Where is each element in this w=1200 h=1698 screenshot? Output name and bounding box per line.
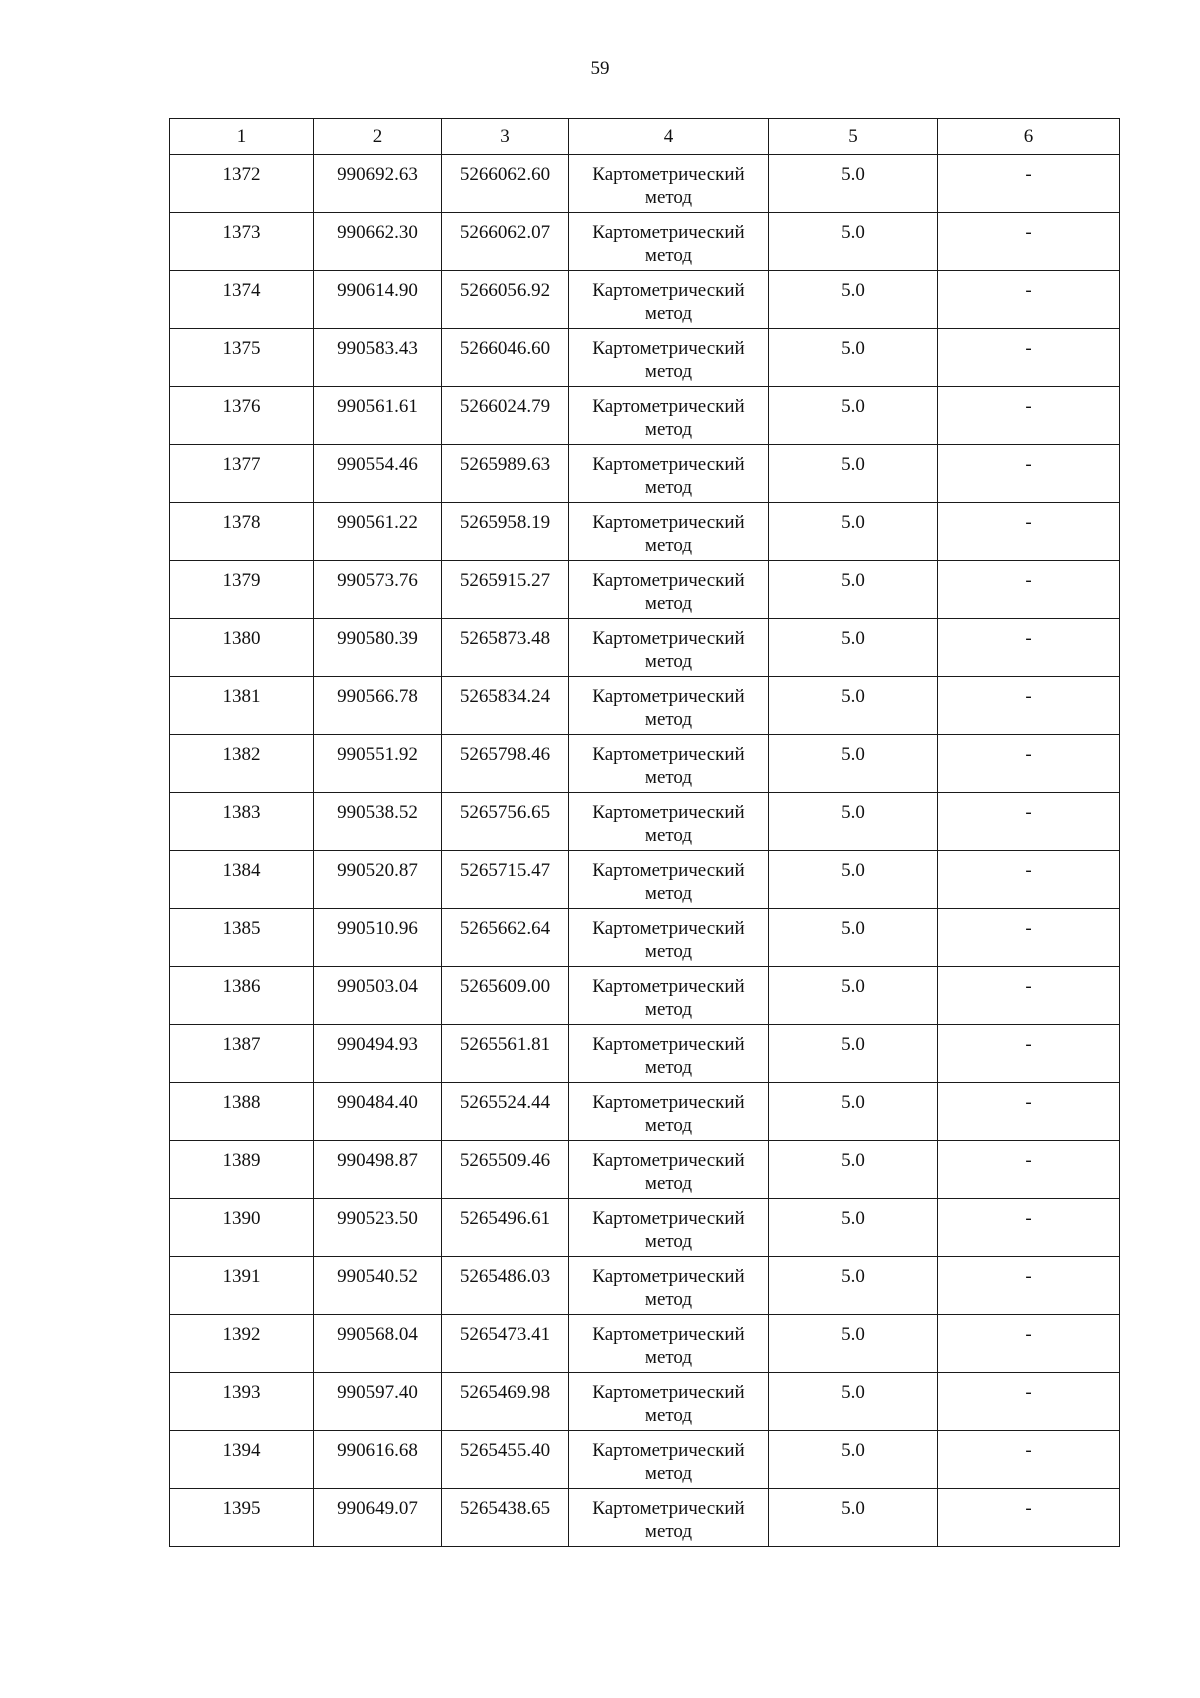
note-cell: - [938,735,1120,793]
x-coordinate-cell: 990551.92 [314,735,442,793]
method-line-2: метод [644,883,693,904]
accuracy-cell: 5.0 [769,677,938,735]
x-coordinate-cell: 990597.40 [314,1373,442,1431]
table-row [170,503,1120,561]
table-row [170,387,1120,445]
accuracy-cell: 5.0 [769,909,938,967]
method-line-1: Картометрический [592,1382,745,1403]
point-number-cell: 1385 [170,909,314,967]
x-coordinate-cell: 990538.52 [314,793,442,851]
method-line-2: метод [644,1405,693,1426]
method-cell [569,155,769,213]
accuracy-cell: 5.0 [769,155,938,213]
accuracy-cell: 5.0 [769,735,938,793]
note-cell: - [938,1489,1120,1547]
x-coordinate-cell: 990554.46 [314,445,442,503]
method-line-2: метод [644,187,693,208]
note-cell: - [938,909,1120,967]
accuracy-cell: 5.0 [769,387,938,445]
method-cell [569,387,769,445]
y-coordinate-cell: 5265915.27 [442,561,569,619]
method-line-2: метод [644,767,693,788]
method-cell [569,1083,769,1141]
accuracy-cell: 5.0 [769,1025,938,1083]
table-row [170,1431,1120,1489]
method-line-1: Картометрический [592,280,745,301]
table-row [170,735,1120,793]
table-row [170,677,1120,735]
note-cell: - [938,329,1120,387]
point-number-cell: 1381 [170,677,314,735]
x-coordinate-cell: 990568.04 [314,1315,442,1373]
accuracy-cell: 5.0 [769,793,938,851]
table-row [170,793,1120,851]
accuracy-cell: 5.0 [769,503,938,561]
point-number-cell: 1394 [170,1431,314,1489]
y-coordinate-cell: 5266024.79 [442,387,569,445]
method-cell [569,619,769,677]
note-cell: - [938,793,1120,851]
method-line-1: Картометрический [592,860,745,881]
table-row [170,1199,1120,1257]
method-line-1: Картометрический [592,628,745,649]
method-cell [569,677,769,735]
x-coordinate-cell: 990583.43 [314,329,442,387]
accuracy-cell: 5.0 [769,445,938,503]
method-cell [569,1141,769,1199]
point-number-cell: 1383 [170,793,314,851]
method-cell [569,909,769,967]
note-cell: - [938,271,1120,329]
table-row [170,155,1120,213]
point-number-cell: 1391 [170,1257,314,1315]
point-number-cell: 1395 [170,1489,314,1547]
y-coordinate-cell: 5266062.60 [442,155,569,213]
x-coordinate-cell: 990616.68 [314,1431,442,1489]
note-cell: - [938,387,1120,445]
x-coordinate-cell: 990523.50 [314,1199,442,1257]
method-cell [569,271,769,329]
y-coordinate-cell: 5265756.65 [442,793,569,851]
x-coordinate-cell: 990498.87 [314,1141,442,1199]
method-line-2: метод [644,535,693,556]
method-line-1: Картометрический [592,512,745,533]
point-number-cell: 1388 [170,1083,314,1141]
accuracy-cell: 5.0 [769,1257,938,1315]
y-coordinate-cell: 5266056.92 [442,271,569,329]
header-cell-5: 5 [769,119,938,155]
method-line-2: метод [644,1463,693,1484]
y-coordinate-cell: 5265609.00 [442,967,569,1025]
table-row [170,1315,1120,1373]
table-row [170,1025,1120,1083]
accuracy-cell: 5.0 [769,851,938,909]
note-cell: - [938,155,1120,213]
method-cell [569,967,769,1025]
method-line-2: метод [644,709,693,730]
point-number-cell: 1392 [170,1315,314,1373]
header-cell-3: 3 [442,119,569,155]
y-coordinate-cell: 5265455.40 [442,1431,569,1489]
method-line-1: Картометрический [592,1324,745,1345]
method-line-2: метод [644,303,693,324]
method-line-1: Картометрический [592,686,745,707]
accuracy-cell: 5.0 [769,1489,938,1547]
y-coordinate-cell: 5265561.81 [442,1025,569,1083]
method-line-2: метод [644,477,693,498]
accuracy-cell: 5.0 [769,967,938,1025]
accuracy-cell: 5.0 [769,1083,938,1141]
y-coordinate-cell: 5265524.44 [442,1083,569,1141]
point-number-cell: 1377 [170,445,314,503]
header-row [170,119,1120,155]
method-line-1: Картометрический [592,570,745,591]
note-cell: - [938,213,1120,271]
method-line-2: метод [644,1115,693,1136]
coordinates-table [169,118,1120,1547]
x-coordinate-cell: 990540.52 [314,1257,442,1315]
table-row [170,445,1120,503]
method-cell [569,1025,769,1083]
accuracy-cell: 5.0 [769,271,938,329]
method-line-2: метод [644,651,693,672]
method-line-1: Картометрический [592,1150,745,1171]
header-cell-4: 4 [569,119,769,155]
table-row [170,213,1120,271]
table-row [170,851,1120,909]
x-coordinate-cell: 990614.90 [314,271,442,329]
x-coordinate-cell: 990561.22 [314,503,442,561]
method-line-2: метод [644,1231,693,1252]
note-cell: - [938,967,1120,1025]
method-line-1: Картометрический [592,1092,745,1113]
x-coordinate-cell: 990692.63 [314,155,442,213]
note-cell: - [938,1083,1120,1141]
method-line-1: Картометрический [592,222,745,243]
note-cell: - [938,503,1120,561]
page-number: 59 [590,58,610,79]
header-cell-1: 1 [170,119,314,155]
table-row [170,1489,1120,1547]
y-coordinate-cell: 5265486.03 [442,1257,569,1315]
method-cell [569,793,769,851]
note-cell: - [938,619,1120,677]
accuracy-cell: 5.0 [769,329,938,387]
method-cell [569,1431,769,1489]
accuracy-cell: 5.0 [769,561,938,619]
accuracy-cell: 5.0 [769,619,938,677]
method-line-1: Картометрический [592,1208,745,1229]
method-cell [569,1373,769,1431]
method-line-2: метод [644,999,693,1020]
note-cell: - [938,1257,1120,1315]
x-coordinate-cell: 990561.61 [314,387,442,445]
y-coordinate-cell: 5265662.64 [442,909,569,967]
point-number-cell: 1380 [170,619,314,677]
note-cell: - [938,851,1120,909]
table-row [170,619,1120,677]
x-coordinate-cell: 990649.07 [314,1489,442,1547]
method-line-1: Картометрический [592,976,745,997]
method-line-2: метод [644,1347,693,1368]
y-coordinate-cell: 5265496.61 [442,1199,569,1257]
note-cell: - [938,1431,1120,1489]
point-number-cell: 1387 [170,1025,314,1083]
method-line-1: Картометрический [592,918,745,939]
table-row [170,561,1120,619]
method-cell [569,1315,769,1373]
method-line-1: Картометрический [592,1440,745,1461]
accuracy-cell: 5.0 [769,1431,938,1489]
method-line-1: Картометрический [592,1498,745,1519]
point-number-cell: 1375 [170,329,314,387]
y-coordinate-cell: 5266046.60 [442,329,569,387]
x-coordinate-cell: 990494.93 [314,1025,442,1083]
x-coordinate-cell: 990510.96 [314,909,442,967]
method-line-2: метод [644,593,693,614]
method-cell [569,561,769,619]
y-coordinate-cell: 5266062.07 [442,213,569,271]
point-number-cell: 1390 [170,1199,314,1257]
method-cell [569,1489,769,1547]
accuracy-cell: 5.0 [769,1199,938,1257]
point-number-cell: 1393 [170,1373,314,1431]
accuracy-cell: 5.0 [769,213,938,271]
header-cell-2: 2 [314,119,442,155]
accuracy-cell: 5.0 [769,1315,938,1373]
table-header [170,119,1120,155]
method-line-2: метод [644,825,693,846]
x-coordinate-cell: 990503.04 [314,967,442,1025]
x-coordinate-cell: 990566.78 [314,677,442,735]
method-cell [569,1257,769,1315]
method-line-1: Картометрический [592,454,745,475]
point-number-cell: 1382 [170,735,314,793]
note-cell: - [938,1025,1120,1083]
method-cell [569,851,769,909]
accuracy-cell: 5.0 [769,1141,938,1199]
table-row [170,1141,1120,1199]
method-line-1: Картометрический [592,1266,745,1287]
method-line-2: метод [644,1289,693,1310]
method-cell [569,329,769,387]
point-number-cell: 1378 [170,503,314,561]
table-row [170,1257,1120,1315]
point-number-cell: 1373 [170,213,314,271]
table-row [170,967,1120,1025]
y-coordinate-cell: 5265798.46 [442,735,569,793]
method-line-1: Картометрический [592,744,745,765]
point-number-cell: 1374 [170,271,314,329]
x-coordinate-cell: 990520.87 [314,851,442,909]
method-line-1: Картометрический [592,802,745,823]
note-cell: - [938,445,1120,503]
method-line-1: Картометрический [592,396,745,417]
method-line-2: метод [644,1521,693,1542]
y-coordinate-cell: 5265834.24 [442,677,569,735]
y-coordinate-cell: 5265958.19 [442,503,569,561]
table-row [170,271,1120,329]
method-line-1: Картометрический [592,338,745,359]
y-coordinate-cell: 5265469.98 [442,1373,569,1431]
point-number-cell: 1372 [170,155,314,213]
point-number-cell: 1386 [170,967,314,1025]
note-cell: - [938,1199,1120,1257]
note-cell: - [938,561,1120,619]
x-coordinate-cell: 990580.39 [314,619,442,677]
y-coordinate-cell: 5265509.46 [442,1141,569,1199]
note-cell: - [938,1315,1120,1373]
method-line-2: метод [644,1173,693,1194]
x-coordinate-cell: 990484.40 [314,1083,442,1141]
method-cell [569,735,769,793]
y-coordinate-cell: 5265438.65 [442,1489,569,1547]
table-row [170,1083,1120,1141]
x-coordinate-cell: 990662.30 [314,213,442,271]
y-coordinate-cell: 5265873.48 [442,619,569,677]
note-cell: - [938,1373,1120,1431]
table-row [170,329,1120,387]
y-coordinate-cell: 5265989.63 [442,445,569,503]
method-line-2: метод [644,419,693,440]
note-cell: - [938,1141,1120,1199]
method-cell [569,1199,769,1257]
y-coordinate-cell: 5265715.47 [442,851,569,909]
point-number-cell: 1389 [170,1141,314,1199]
point-number-cell: 1379 [170,561,314,619]
table-row [170,909,1120,967]
method-line-2: метод [644,941,693,962]
method-cell [569,445,769,503]
method-line-1: Картометрический [592,1034,745,1055]
table-body [170,155,1120,1547]
method-line-2: метод [644,1057,693,1078]
method-line-1: Картометрический [592,164,745,185]
x-coordinate-cell: 990573.76 [314,561,442,619]
accuracy-cell: 5.0 [769,1373,938,1431]
point-number-cell: 1376 [170,387,314,445]
table-row [170,1373,1120,1431]
method-line-2: метод [644,245,693,266]
method-cell [569,213,769,271]
note-cell: - [938,677,1120,735]
y-coordinate-cell: 5265473.41 [442,1315,569,1373]
point-number-cell: 1384 [170,851,314,909]
method-cell [569,503,769,561]
method-line-2: метод [644,361,693,382]
header-cell-6: 6 [938,119,1120,155]
